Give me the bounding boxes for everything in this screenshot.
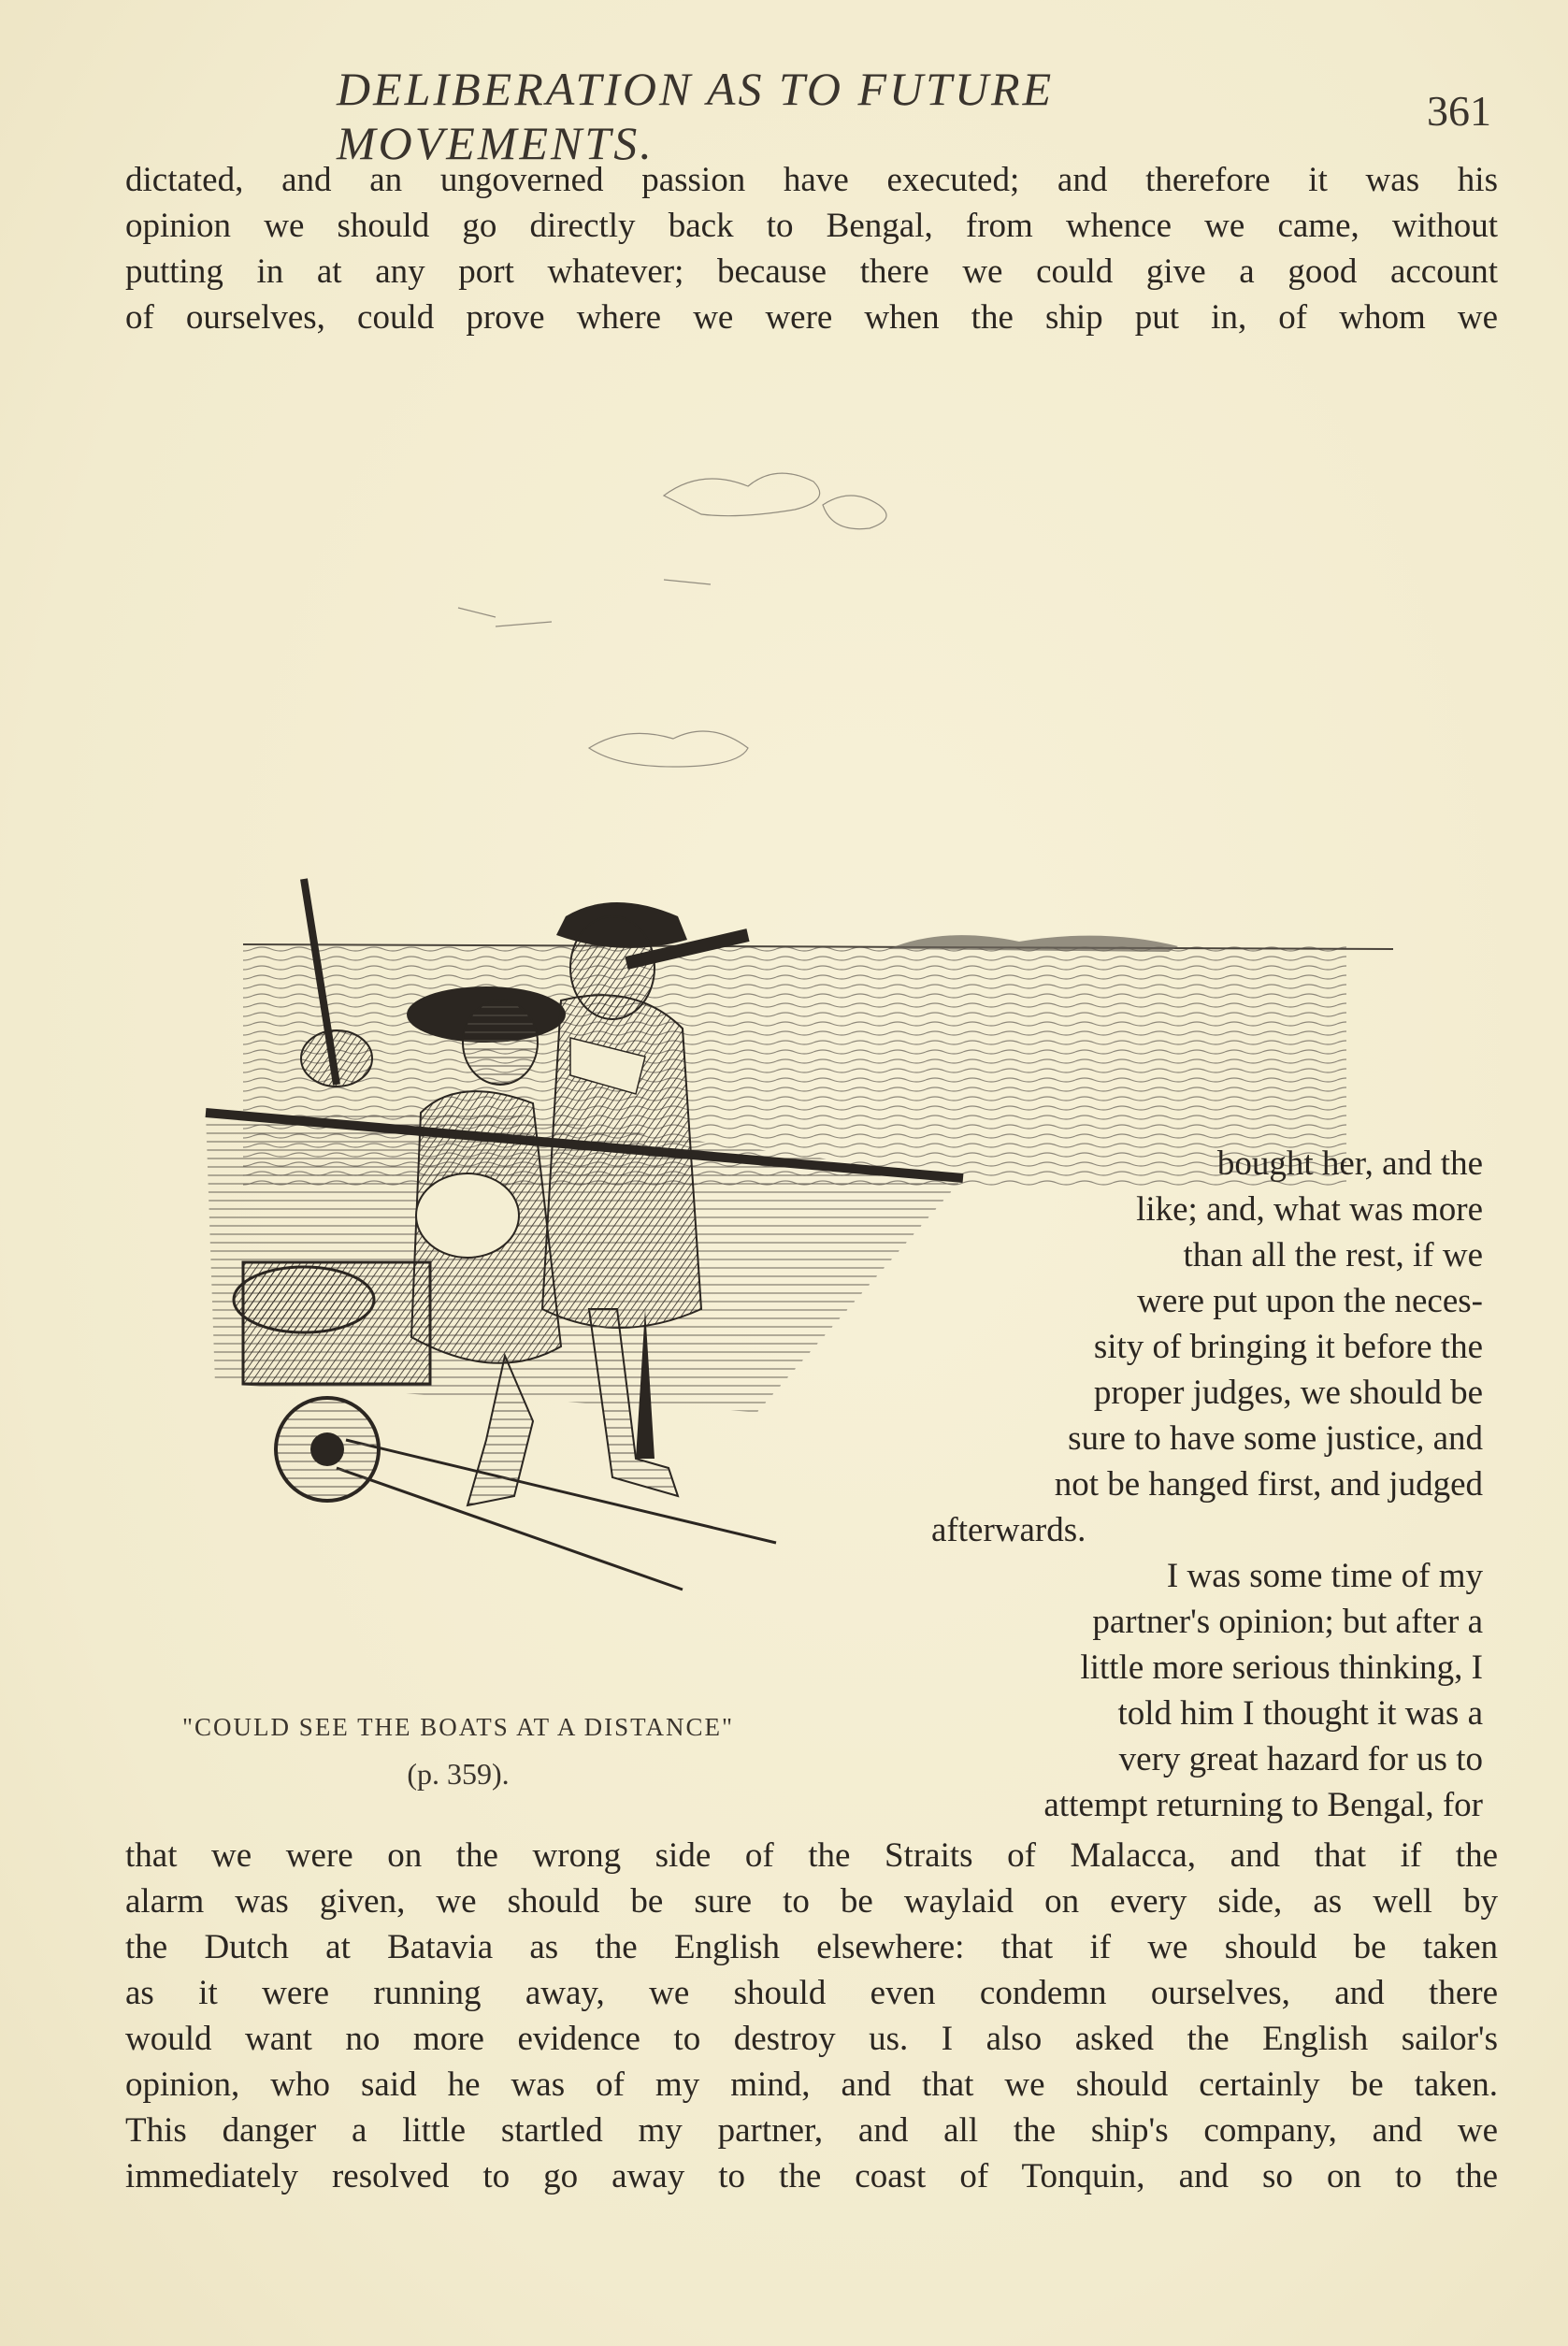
caption-title: "COULD SEE THE BOATS AT A DISTANCE": [182, 1713, 734, 1741]
text-line: proper judges, we should be: [1093, 1374, 1483, 1412]
page-number: 361: [1427, 87, 1491, 135]
text-line: afterwards.: [931, 1511, 1086, 1549]
text-line: of ourselves, could prove where we were when the ship put in, of whom we: [125, 298, 1498, 337]
text-line: like; and, what was more: [1136, 1190, 1483, 1229]
text-line: would want no more evidence to destroy us. I also asked the English sailor's: [125, 2020, 1498, 2058]
text-line: immediately resolved to go away to the coast of Tonquin, and so on to the: [125, 2157, 1498, 2195]
bottom-paragraph: [125, 1833, 1498, 2199]
text-line: sity of bringing it before the: [1093, 1328, 1483, 1366]
text-line: attempt returning to Bengal, for: [1043, 1786, 1483, 1824]
side-column-text: [931, 1141, 1483, 1828]
text-line: told him I thought it was a: [1117, 1694, 1483, 1733]
top-paragraph: [125, 157, 1498, 340]
text-line: I was some time of my: [1166, 1557, 1483, 1595]
text-line: This danger a little startled my partner, and all the ship's company, and we: [125, 2111, 1498, 2150]
distant-coast: [888, 935, 1178, 952]
text-line: partner's opinion; but after a: [1092, 1603, 1483, 1641]
text-line: not be hanged first, and judged: [1054, 1465, 1483, 1504]
text-line: little more serious thinking, I: [1080, 1648, 1483, 1687]
text-line: opinion we should go directly back to Bengal, from whence we came, without: [125, 207, 1498, 245]
text-line: that we were on the wrong side of the Straits of Malacca, and that if the: [125, 1836, 1498, 1875]
illustration-caption: [112, 1704, 804, 1797]
running-head-title: DELIBERATION AS TO FUTURE MOVEMENTS.: [337, 63, 1055, 169]
text-line: very great hazard for us to: [1118, 1740, 1483, 1778]
text-line: dictated, and an ungoverned passion have executed; and therefore it was his: [125, 161, 1498, 199]
cloud-sketch: [458, 473, 886, 767]
text-line: opinion, who said he was of my mind, and that we should certainly be taken.: [125, 2065, 1498, 2104]
caption-page-reference: (p. 359).: [407, 1757, 510, 1791]
text-line: the Dutch at Batavia as the English elsewhere: that if we should be taken: [125, 1928, 1498, 1966]
text-line: putting in at any port whatever; because there we could give a good account: [125, 252, 1498, 291]
text-line: as it were running away, we should even condemn ourselves, and there: [125, 1974, 1498, 2012]
text-line: sure to have some justice, and: [1068, 1419, 1483, 1458]
text-line: than all the rest, if we: [1183, 1236, 1483, 1274]
cannon: [234, 1262, 430, 1501]
text-line: bought her, and the: [1216, 1144, 1483, 1183]
text-line: were put upon the neces-: [1137, 1282, 1483, 1320]
text-line: alarm was given, we should be sure to be waylaid on every side, as well by: [125, 1882, 1498, 1921]
